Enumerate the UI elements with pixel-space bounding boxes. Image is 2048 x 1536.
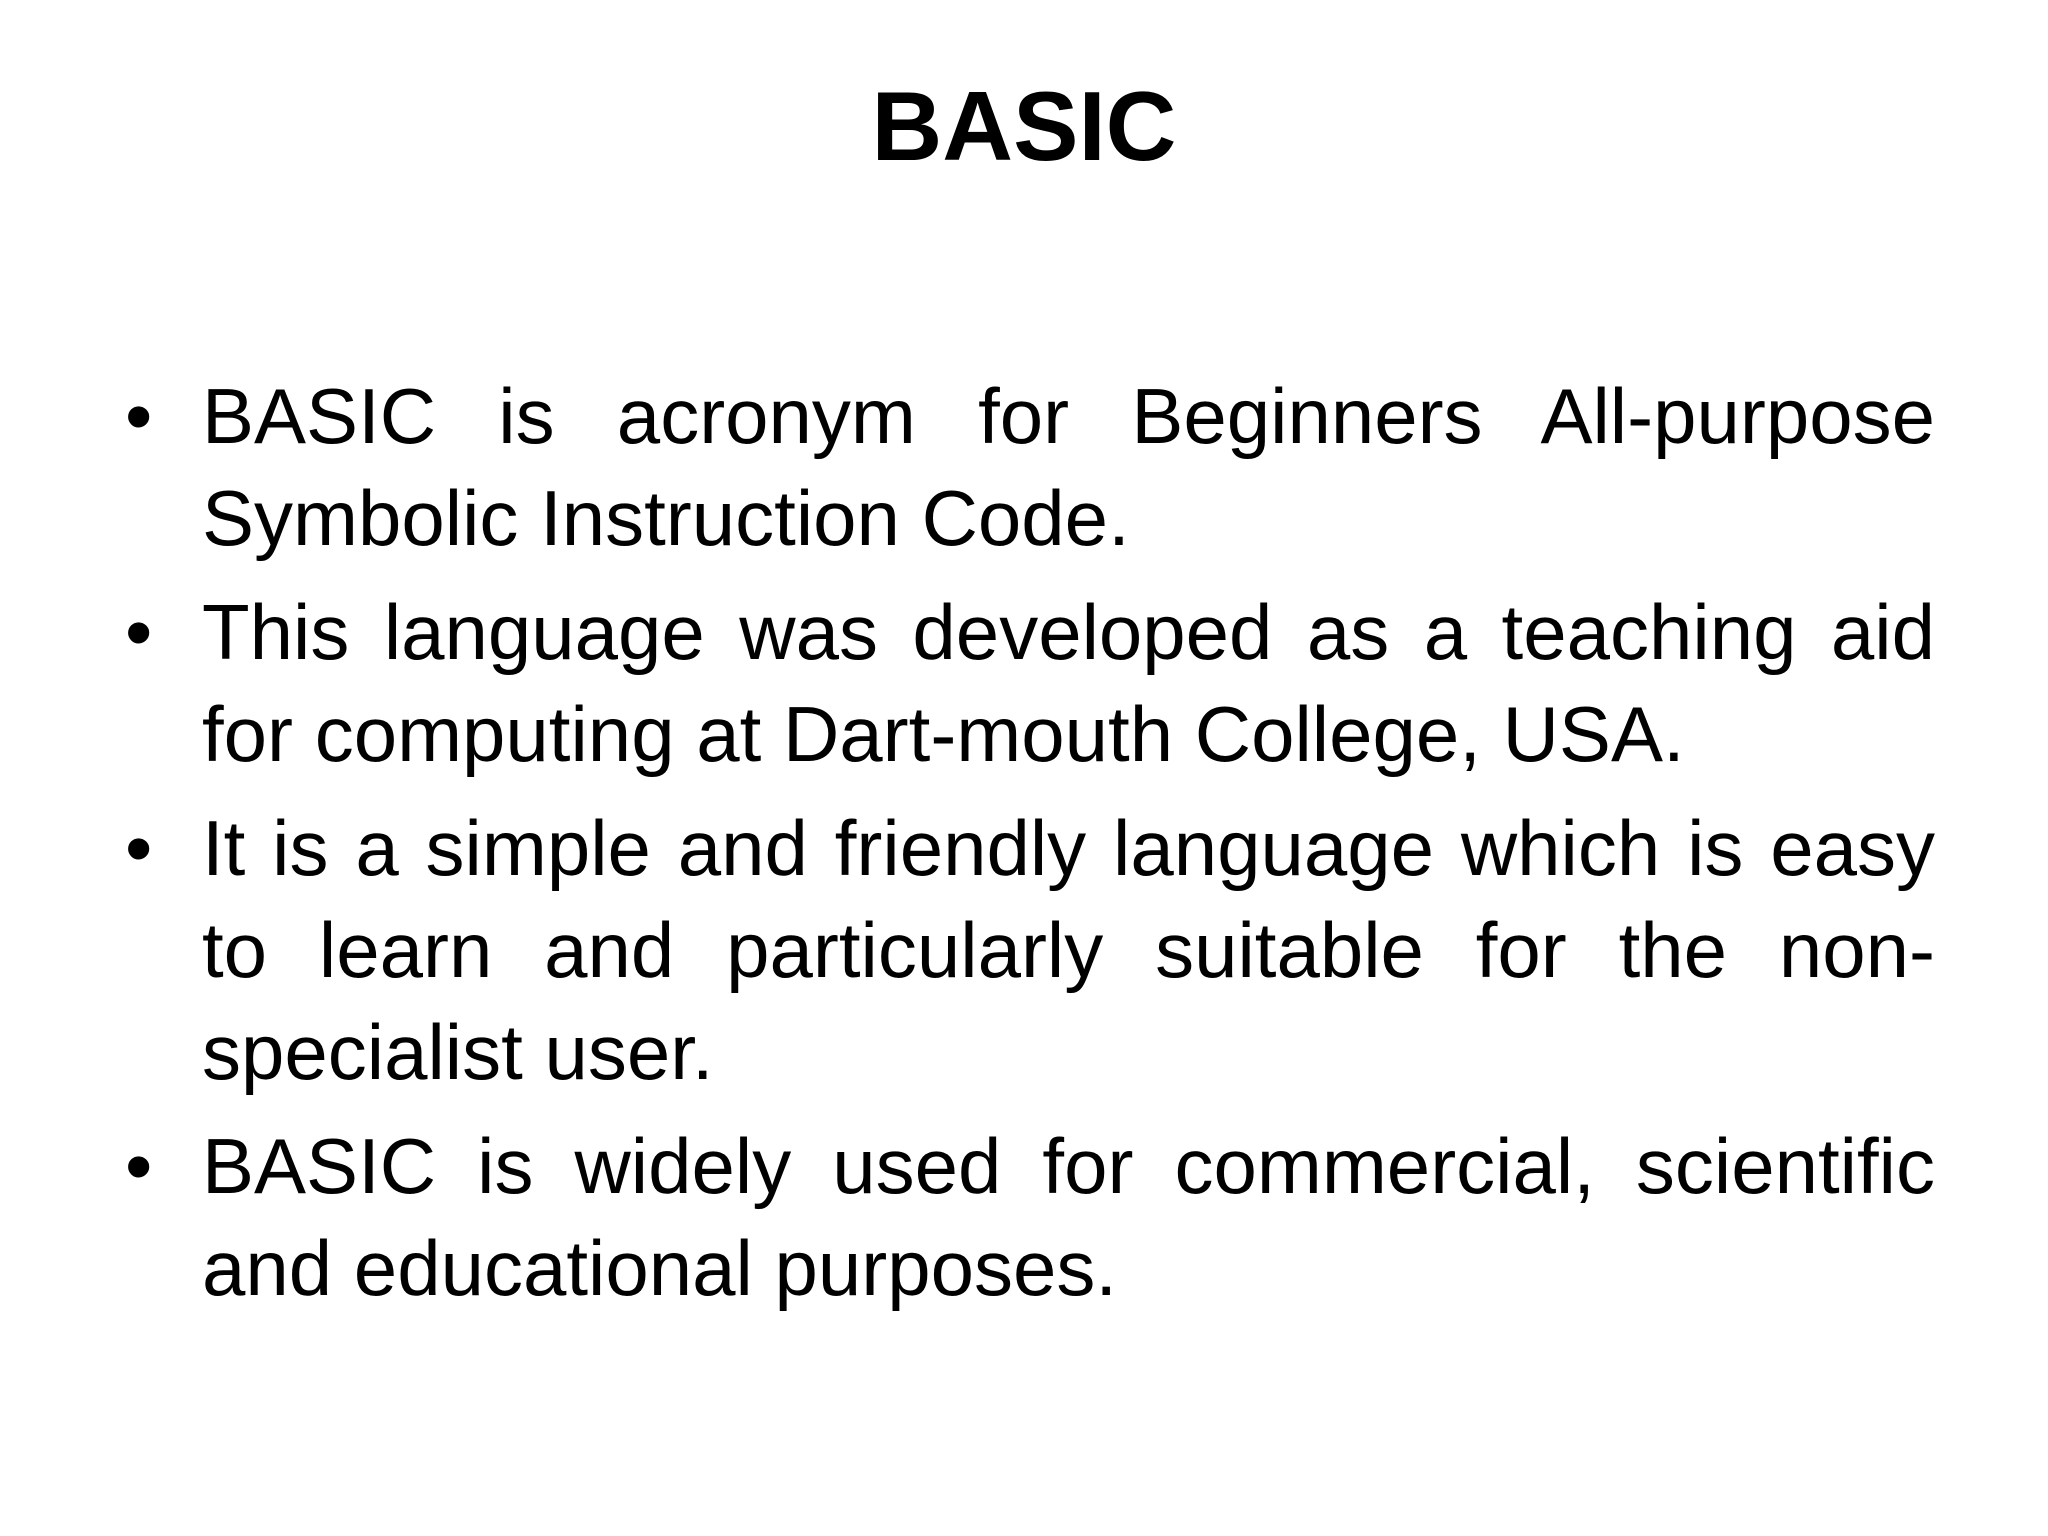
slide-title: BASIC <box>871 71 1177 181</box>
bullet-item <box>125 1115 1935 1319</box>
bullet-icon: • <box>125 1122 153 1210</box>
bullet-icon: • <box>125 372 153 460</box>
bullet-text: This language was developed as a teaching aid for computing at Dart-mouth College, USA. <box>202 588 1935 778</box>
bullet-text: BASIC is acronym for Beginners All-purpose Symbolic Instruction Code. <box>202 372 1935 562</box>
bullet-icon: • <box>125 588 153 676</box>
bullet-item <box>125 581 1935 785</box>
bullet-icon: • <box>125 804 153 892</box>
bullet-item <box>125 365 1935 569</box>
bullet-item <box>125 797 1935 1103</box>
bullet-text: BASIC is widely used for commercial, scientific and educational purposes. <box>202 1122 1935 1312</box>
bullet-text: It is a simple and friendly language which is easy to learn and particularly suitable for the non-specialist user. <box>202 804 1935 1096</box>
bullet-list <box>125 365 1935 1331</box>
